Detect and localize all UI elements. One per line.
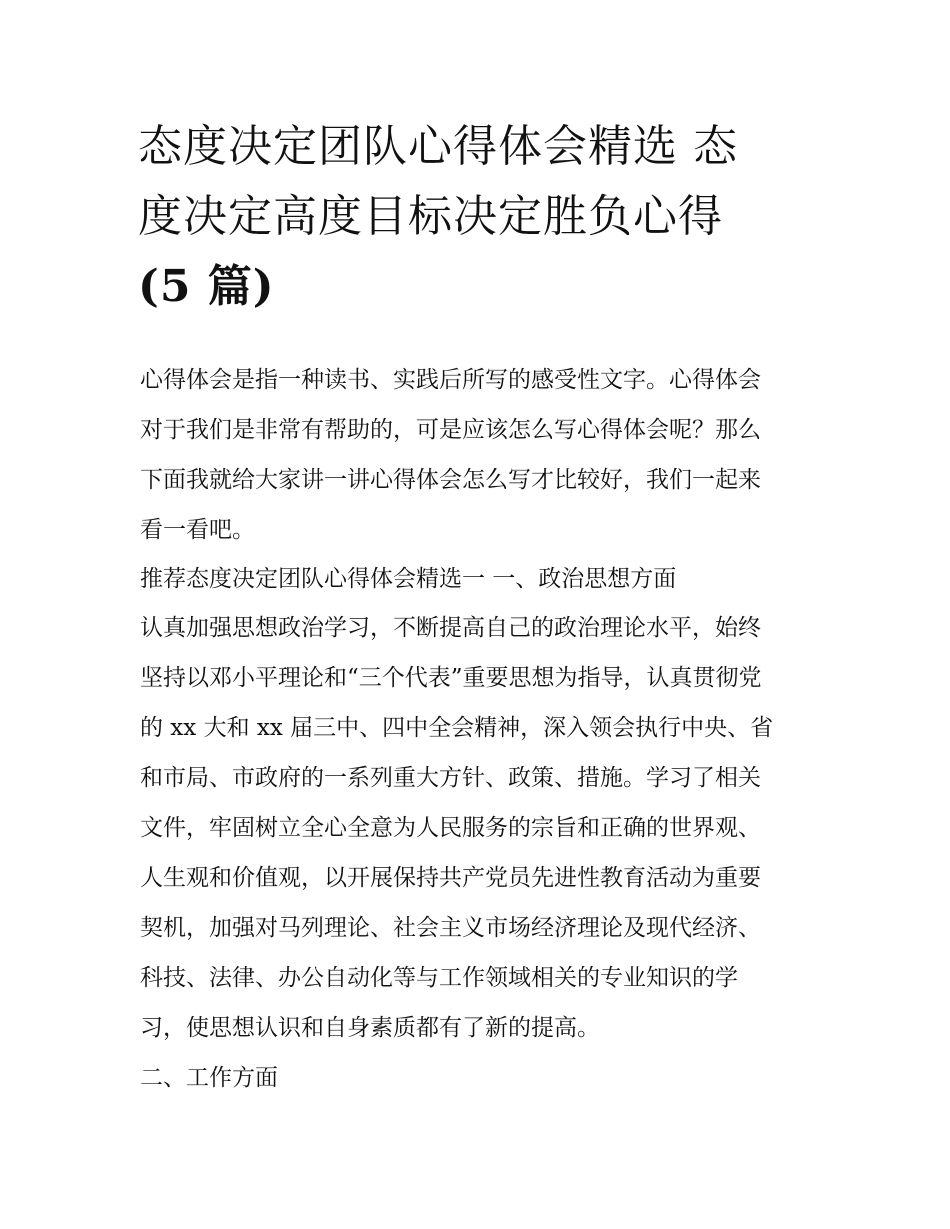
title-line: 度决定高度目标决定胜负心得 [138,191,723,242]
intro-paragraph [140,355,830,555]
body-line: 人生观和价值观，以开展保持共产党员先进性教育活动为重要 [140,865,761,891]
body-line: 的 xx 大和 xx 届三中、四中全会精神，深入领会执行中央、省 [140,715,774,741]
body-line: 习，使思想认识和自身素质都有了新的提高。 [140,1015,600,1041]
body-line: 认真加强思想政治学习，不断提高自己的政治理论水平，始终 [140,615,761,641]
title-line: (5 篇) [138,261,275,312]
section-heading [140,555,830,603]
next-section-heading-text: 二、工作方面 [140,1065,278,1091]
body-line: 文件，牢固树立全心全意为人民服务的宗旨和正确的世界观、 [140,815,761,841]
document-body [140,355,830,1103]
intro-line: 对于我们是非常有帮助的，可是应该怎么写心得体会呢？那么 [140,417,761,443]
body-line: 和市局、市政府的一系列重大方针、政策、措施。学习了相关 [140,765,761,791]
intro-line: 下面我就给大家讲一讲心得体会怎么写才比较好，我们一起来 [140,467,761,493]
next-section-heading [140,1053,830,1103]
document-title [138,112,828,322]
body-paragraph [140,603,830,1053]
body-line: 坚持以邓小平理论和“三个代表”重要思想为指导，认真贯彻党 [140,665,762,691]
intro-line: 看一看吧。 [140,517,255,543]
body-line: 科技、法律、办公自动化等与工作领域相关的专业知识的学 [140,965,738,991]
intro-line: 心得体会是指一种读书、实践后所写的感受性文字。心得体会 [140,367,761,393]
body-line: 契机，加强对马列理论、社会主义市场经济理论及现代经济、 [140,915,761,941]
title-line: 态度决定团队心得体会精选 态 [138,121,738,172]
section-heading-text: 推荐态度决定团队心得体会精选一 一、政治思想方面 [140,566,677,592]
